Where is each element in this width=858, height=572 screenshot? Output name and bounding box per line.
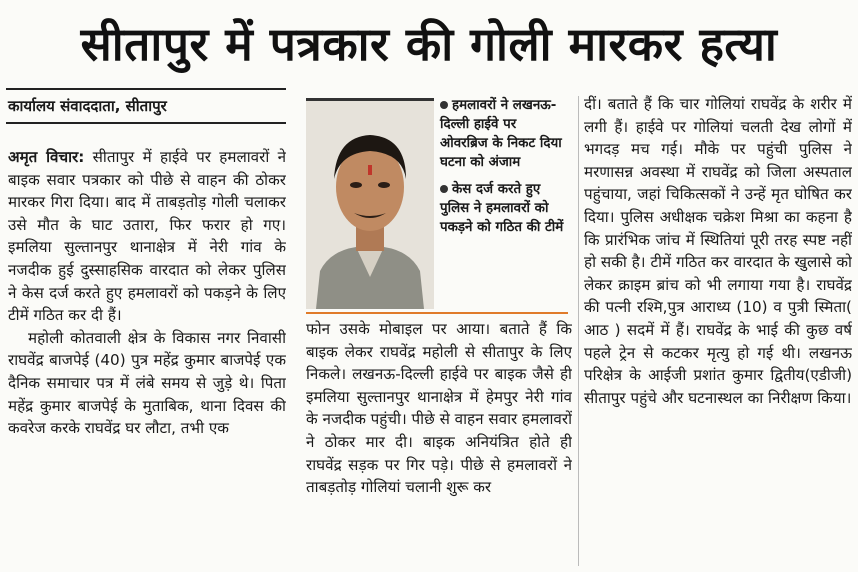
- lead-text: सीतापुर में हाईवे पर हमलावरों ने बाइक सवार पत्रकार को पीछे से वाहन की ठोकर मारकर गिरा दिया। बाद में ताबड़तोड़ गोली चलाकर उसे मौत के घाट उतारा, फिर फरार हो गए। इमलिया सुल्तानपुर थानाक्षेत्र में नेरी गांव के नजदीक हुई दुस्साहसिक वारदात को लेकर पुलिस ने केस दर्ज करते हुए हमलावरों को पकड़ने के लिए टीमें गठित कर दी हैं।: [8, 148, 286, 325]
- accent-separator: [306, 312, 568, 314]
- lead-label: अमृत विचार:: [8, 148, 85, 166]
- column-2-text: फोन उसके मोबाइल पर आया। बताते हैं कि बाइक लेकर राघवेंद्र महोली से सीतापुर के लिए निकले। लखनऊ-दिल्ली हाईवे पर बाइक जैसे ही इमलिया सुल्तानपुर थानाक्षेत्र में हेमपुर नेरी गांव के नजदीक पहुंची। पीछे से वाहन सवार हमलावरों ने ठोकर मार दी। बाइक अनियंत्रित होते ही राघवेंद्र सड़क पर गिर पड़े। पीछे से हमलावरों ने ताबड़तोड़ गोलियां चलानी शुरू कर: [306, 320, 572, 497]
- headline: सीतापुर में पत्रकार की गोली मारकर हत्या: [80, 17, 778, 71]
- byline: कार्यालय संवाददाता, सीतापुर: [8, 97, 167, 115]
- callout-item-1: हमलावरों ने लखनऊ-दिल्ली हाईवे पर ओवरब्रिज के निकट दिया घटना को अंजाम: [440, 98, 562, 170]
- top-rule: [6, 88, 286, 90]
- callout-item-2: केस दर्ज करते हुए पुलिस ने हमलावरों को पकड़ने को गठित की टीमें: [440, 182, 564, 235]
- article-column-2: [306, 318, 572, 572]
- reporter-photo: [306, 98, 434, 309]
- portrait-image: [306, 101, 434, 309]
- bullet-icon: [440, 185, 448, 193]
- article-column-3: [584, 93, 852, 572]
- paragraph-2: महोली कोतवाली क्षेत्र के विकास नगर निवासी राघवेंद्र बाजपेई (40) पुत्र महेंद्र कुमार बाजपेई एक दैनिक समाचार पत्र में लंबे समय से जुड़े थे। पिता महेंद्र कुमार बाजपेई के मुताबिक, थाना दिवस की कवरेज करके राघवेंद्र घर लौटा, तभी एक: [8, 328, 286, 438]
- column-3-text: दीं। बताते हैं कि चार गोलियां राघवेंद्र के शरीर में लगी हैं। हाईवे पर गोलियां चलती देख लोगों में भगदड़ मच गई। मौके पर पहुंची पुलिस ने मरणासन्न अवस्था में राघवेंद्र को जिला अस्पताल पहुंचाया, जहां चिकित्सकों ने उन्हें मृत घोषित कर दिया। पुलिस अधीक्षक चक्रेश मिश्रा का कहना है कि प्रारंभिक जांच में स्थितियां पूरी तरह स्पष्ट नहीं हो सकी है। टीमें गठित कर वारदात के खुलासे को लेकर क्राइम ब्रांच को भी लगाया गया है। राघवेंद्र की पत्नी रश्मि,पुत्र आराध्य (10) व पुत्री स्मिता( आठ ) सदमें में हैं। राघवेंद्र के भाई की कुछ वर्ष पहले ट्रेन से कटकर मृत्यु हो गई थी। लखनऊ परिक्षेत्र के आईजी प्रशांत कुमार द्वितीय(एडीजी) सीतापुर पहुंचे और घटनास्थल का निरीक्षण किया।: [584, 95, 852, 407]
- lead-paragraph: [8, 146, 286, 327]
- article-column-1: [8, 146, 286, 572]
- column-divider: [578, 96, 579, 566]
- bullet-icon: [440, 101, 448, 109]
- callout-box: [440, 96, 568, 245]
- byline-rule: [6, 122, 286, 124]
